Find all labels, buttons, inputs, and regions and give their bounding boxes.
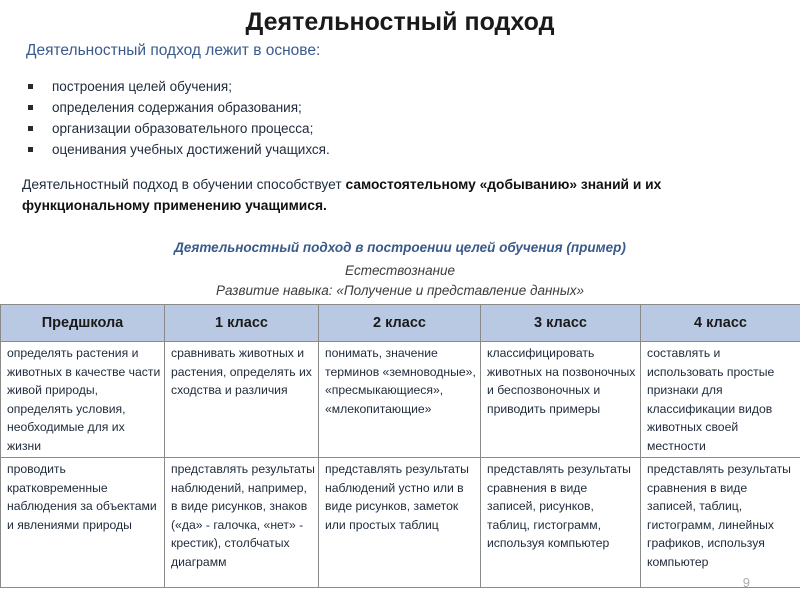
bullet-icon [28, 105, 33, 110]
column-header-grade-3: 3 класс [481, 305, 641, 342]
bullet-text: определения содержания образования; [52, 100, 302, 115]
table-cell: представлять результаты наблюдений, например, в виде рисунков, знаков («да» - галочка, «нет» - крестик), столбчатых диаграмм [165, 458, 319, 588]
table-cell: представлять результаты сравнения в виде записей, рисунков, таблиц, гистограмм, используя компьютер [481, 458, 641, 588]
column-header-grade-4: 4 класс [641, 305, 800, 342]
bullet-text: организации образовательного процесса; [52, 121, 314, 136]
table-header-row [1, 305, 800, 342]
table-cell: составлять и использовать простые признаки для классификации видов животных своей местности [641, 342, 800, 458]
bullet-text: построения целей обучения; [52, 79, 232, 94]
table-row [1, 458, 800, 588]
column-header-grade-1: 1 класс [165, 305, 319, 342]
paragraph-plain: Деятельностный подход в обучении способствует [22, 177, 346, 192]
intro-text: Деятельностный подход лежит в основе: [26, 42, 321, 59]
subject-label: Естествознание [344, 263, 456, 278]
table-cell: определять растения и животных в качестве части живой природы, определять условия, необходимые для их жизни [1, 342, 165, 458]
table-cell: проводить кратковременные наблюдения за объектами и явлениями природы [1, 458, 165, 588]
table-cell: понимать, значение терминов «земноводные», «пресмыкающиеся», «млекопитающие» [319, 342, 481, 458]
list-item [26, 139, 330, 160]
list-item [26, 97, 330, 118]
bullet-text: оценивания учебных достижений учащихся. [52, 142, 330, 157]
goals-table [0, 304, 800, 588]
table-heading: Деятельностный подход в построении целей обучения (пример) [174, 240, 626, 255]
column-header-preschool: Предшкола [1, 305, 165, 342]
bullet-icon [28, 147, 33, 152]
table-cell: представлять результаты наблюдений устно или в виде рисунков, заметок или простых таблиц [319, 458, 481, 588]
summary-paragraph [22, 174, 742, 216]
bullet-list [26, 76, 330, 160]
table-cell: сравнивать животных и растения, определять их сходства и различия [165, 342, 319, 458]
table-cell: классифицировать животных на позвоночных и беспозвоночных и приводить примеры [481, 342, 641, 458]
bullet-icon [28, 84, 33, 89]
column-header-grade-2: 2 класс [319, 305, 481, 342]
list-item [26, 118, 330, 139]
page-title: Деятельностный подход [245, 8, 555, 36]
bullet-icon [28, 126, 33, 131]
table-row [1, 342, 800, 458]
page-number: 9 [742, 575, 750, 590]
list-item [26, 76, 330, 97]
skill-label: Развитие навыка: «Получение и представление данных» [215, 283, 585, 298]
paragraph-bold: самостоятельному «добыванию» знаний и их функциональному применению учащимися. [22, 177, 662, 213]
table-cell: представлять результаты сравнения в виде записей, таблиц, гистограмм, линейных графиков, используя компьютер [641, 458, 800, 588]
